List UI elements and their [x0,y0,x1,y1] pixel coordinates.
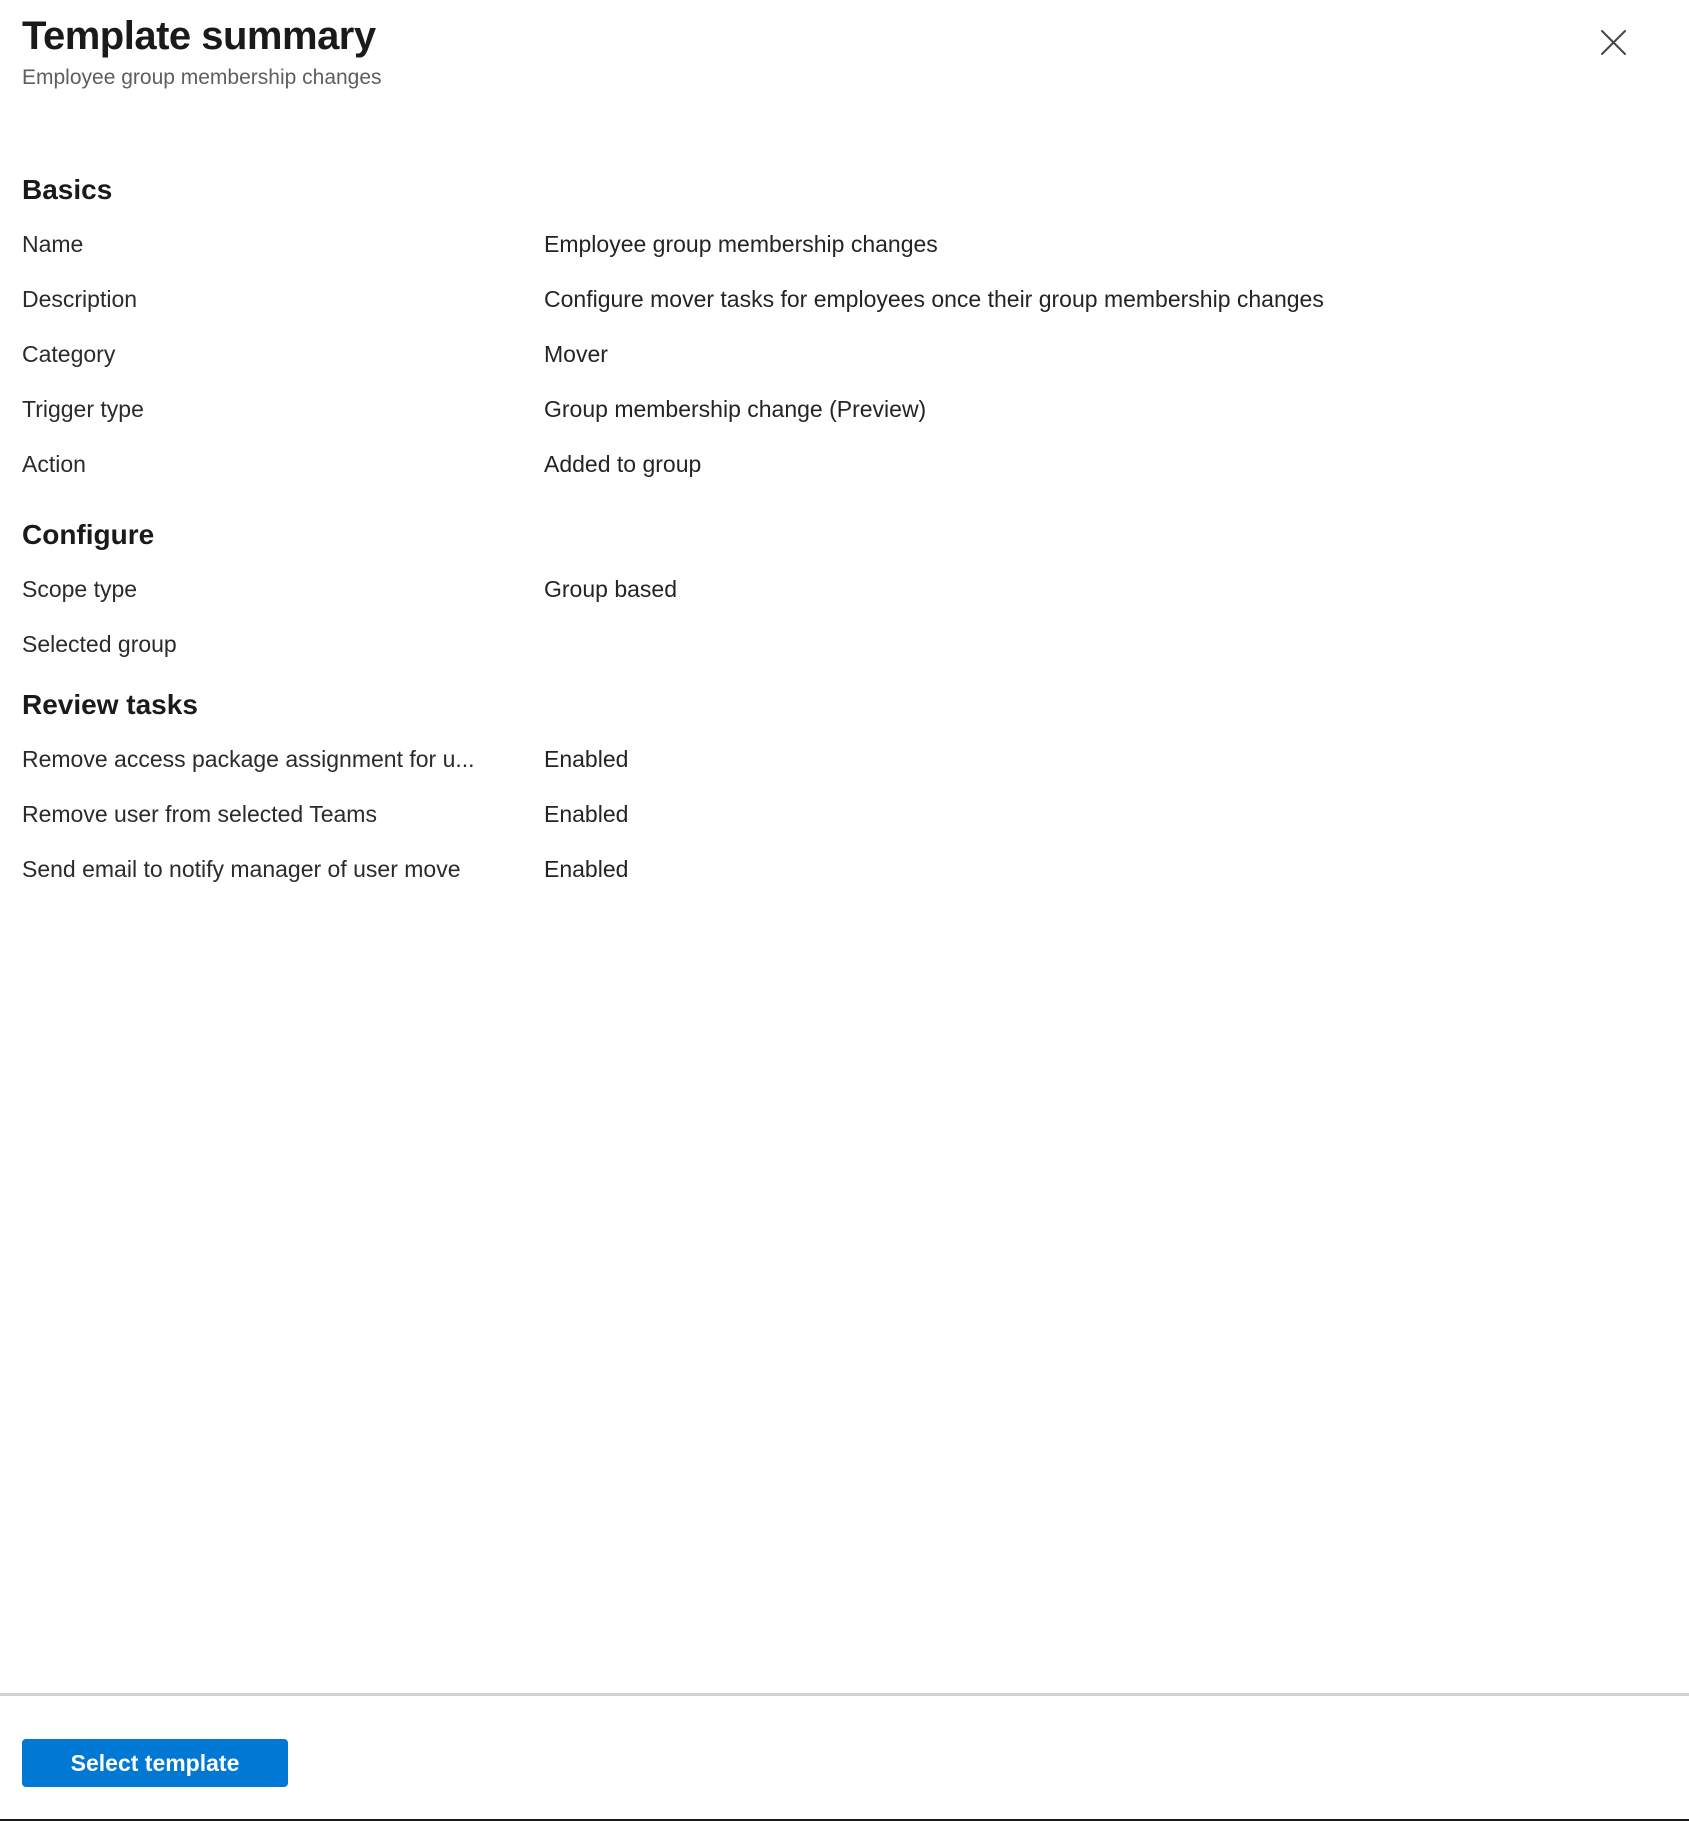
section-heading: Basics [22,174,113,205]
section-heading: Review tasks [22,689,198,720]
section-review-tasks [22,687,1665,884]
row-label: Name [22,231,84,257]
panel-header [22,10,1665,92]
row-label: Scope type [22,576,138,602]
row-label: Description [22,286,138,312]
review-task-row [22,854,1665,884]
row-value: Employee group membership changes [544,231,938,257]
row-value: Added to group [544,451,702,477]
task-status: Enabled [544,801,629,827]
row-value: Mover [544,341,608,367]
close-icon [1600,29,1627,56]
task-label: Send email to notify manager of user move [22,856,461,882]
summary-row-action [22,449,1665,479]
row-value: Group based [544,576,677,602]
section-rows [22,574,1665,659]
summary-row-selected-group [22,629,1665,659]
row-label: Category [22,341,116,367]
summary-row-name [22,229,1665,259]
summary-row-scope-type [22,574,1665,604]
section-basics [22,172,1665,479]
row-value: Group membership change (Preview) [544,396,927,422]
footer-divider [0,1693,1689,1696]
task-status: Enabled [544,746,629,772]
select-template-button[interactable]: Select template [22,1739,288,1787]
review-task-row [22,744,1665,774]
row-label: Action [22,451,86,477]
review-task-row [22,799,1665,829]
page-subtitle: Employee group membership changes [22,66,382,89]
section-configure [22,517,1665,659]
task-status: Enabled [544,856,629,882]
section-heading: Configure [22,519,155,550]
summary-row-category [22,339,1665,369]
section-rows [22,744,1665,884]
row-label: Selected group [22,631,177,657]
section-rows [22,229,1665,479]
task-label: Remove access package assignment for u... [22,746,475,772]
row-value [544,629,1665,659]
task-label: Remove user from selected Teams [22,801,377,827]
summary-row-trigger-type [22,394,1665,424]
page-title: Template summary [22,14,376,58]
summary-row-description [22,284,1665,314]
close-button[interactable] [1593,22,1633,62]
row-value: Configure mover tasks for employees once their group membership changes [544,286,1324,312]
row-label: Trigger type [22,396,144,422]
